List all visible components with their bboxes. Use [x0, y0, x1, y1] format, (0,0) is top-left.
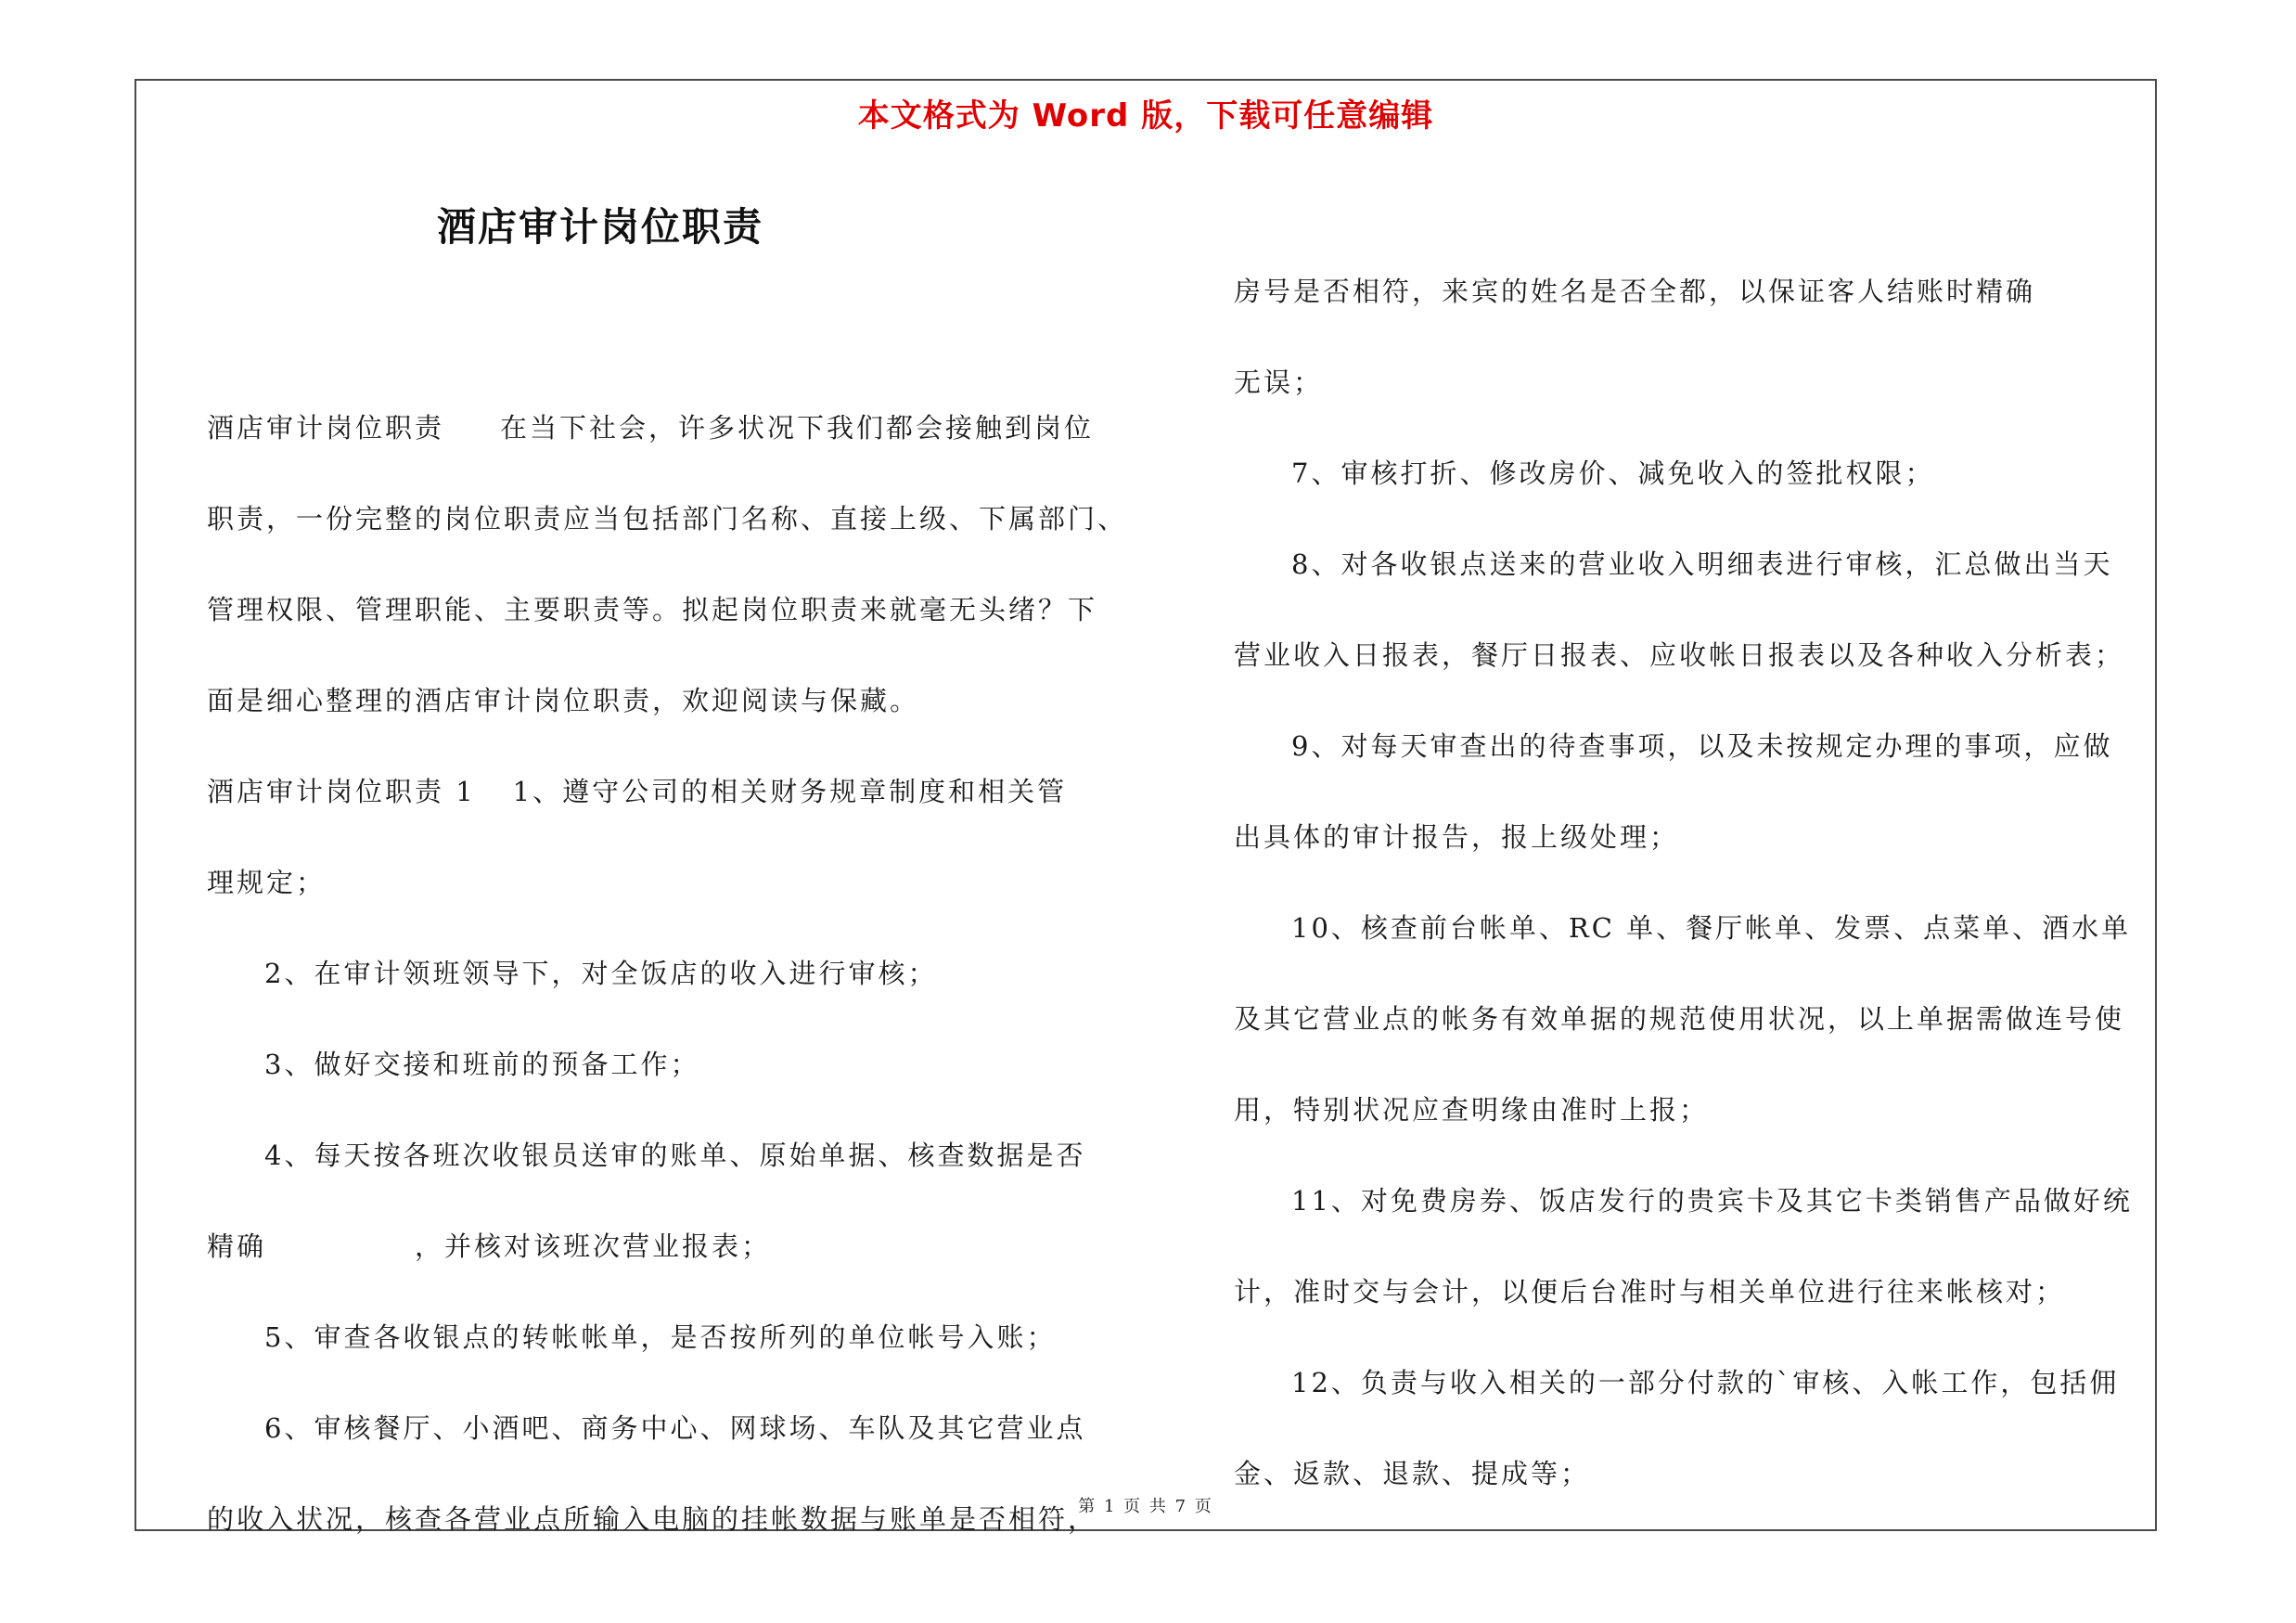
document-title: 酒店审计岗位职责: [436, 204, 763, 250]
left-column: [207, 382, 1144, 1565]
list-item: 2、在审计领班领导下，对全饭店的收入进行审核；: [264, 958, 938, 989]
paragraph-line: 酒店审计岗位职责 1 1、遵守公司的相关财务规章制度和相关管: [207, 776, 1068, 807]
right-column: [1234, 246, 2161, 1519]
list-item: 4、每天按各班次收银员送审的账单、原始单据、核查数据是否: [264, 1140, 1086, 1171]
paragraph-line: 无误；: [1234, 367, 1324, 398]
page-number-footer: 第 1 页 共 7 页: [1078, 1497, 1213, 1516]
document-page: [135, 79, 2157, 1535]
paragraph-line: 管理权限、管理职能、主要职责等。拟起岗位职责来就毫无头绪？下: [207, 594, 1098, 625]
list-item: 11、对免费房券、饭店发行的贵宾卡及其它卡类销售产品做好统: [1291, 1185, 2133, 1217]
section-heading: 酒店审计岗位职责 1: [207, 776, 476, 807]
list-item: 5、审查各收银点的转帐帐单，是否按所列的单位帐号入账；: [264, 1321, 1057, 1353]
list-item: 8、对各收银点送来的营业收入明细表进行审核，汇总做出当天: [1291, 548, 2113, 580]
paragraph-line: 房号是否相符，来宾的姓名是否全都，以保证客人结账时精确: [1234, 276, 2036, 307]
paragraph-line: 及其它营业点的帐务有效单据的规范使用状况，以上单据需做连号使: [1234, 1003, 2125, 1035]
list-item: 6、审核餐厅、小酒吧、商务中心、网球场、车队及其它营业点: [264, 1412, 1086, 1444]
paragraph-line: 计，准时交与会计，以便后台准时与相关单位进行往来帐核对；: [1234, 1276, 2066, 1307]
paragraph-line: 酒店审计岗位职责 在当下社会，许多状况下我们都会接触到岗位: [207, 412, 1095, 444]
paragraph-line: 营业收入日报表，餐厅日报表、应收帐日报表以及各种收入分析表；: [1234, 639, 2125, 671]
list-item: 9、对每天审查出的待查事项，以及未按规定办理的事项，应做: [1291, 730, 2113, 762]
paragraph-line: 出具体的审计报告，报上级处理；: [1234, 821, 1680, 853]
paragraph-line: 用，特别状况应查明缘由准时上报；: [1234, 1094, 1710, 1126]
list-item: 12、负责与收入相关的一部分付款的`审核、入帐工作，包括佣: [1291, 1367, 2120, 1398]
list-item: 3、做好交接和班前的预备工作；: [264, 1049, 700, 1080]
paragraph-line: 职责，一份完整的岗位职责应当包括部门名称、直接上级、下属部门、: [207, 503, 1128, 535]
section-heading: 酒店审计岗位职责: [207, 412, 445, 444]
list-item: 10、核查前台帐单、RC 单、餐厅帐单、发票、点菜单、酒水单: [1291, 912, 2132, 944]
paragraph-line: 的收入状况，核查各营业点所输入电脑的挂帐数据与账单是否相符，: [207, 1503, 1098, 1535]
paragraph-line: 面是细心整理的酒店审计岗位职责，欢迎阅读与保藏。: [207, 685, 920, 716]
paragraph-line: 理规定；: [207, 867, 327, 898]
list-item: 7、审核打折、修改房价、减免收入的签批权限；: [1291, 457, 1935, 489]
format-notice-banner: 本文格式为 Word 版，下载可任意编辑: [857, 97, 1434, 135]
paragraph-line: 金、返款、退款、提成等；: [1234, 1458, 1591, 1489]
paragraph-line: 精确 ，并核对该班次营业报表；: [207, 1230, 772, 1262]
